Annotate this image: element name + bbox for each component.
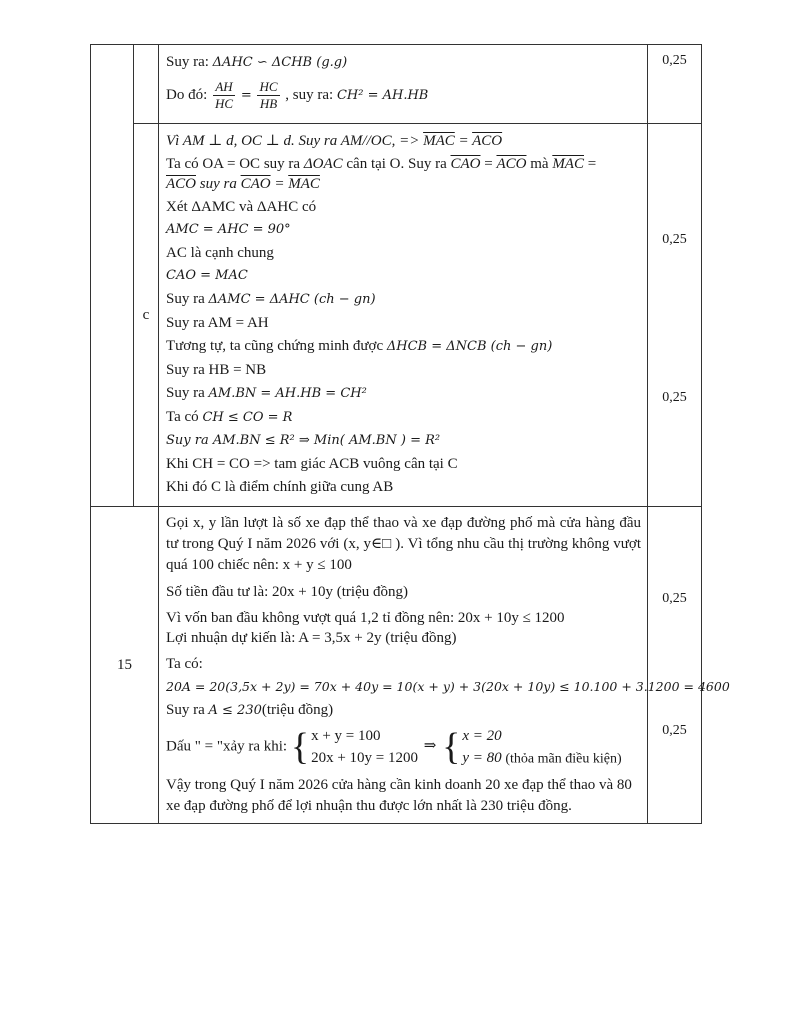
fraction-ah-hc: $\frac{AH}{HC}$	[215, 79, 234, 111]
sub-part-label-c: c	[134, 124, 159, 507]
paragraph: Gọi x, y lần lượt là số xe đạp thể thao và xe đạp đường phố mà cửa hàng đầu tư trong Quý I năm 2026 với (x, y∈□ ). Vì tổng nhu cầu thị trường không vượt quá 100 chiếc nên: x + y ≤ 100	[166, 515, 641, 573]
score-value: 0,25	[662, 53, 687, 68]
score-cell	[648, 507, 702, 824]
similar-triangles: ΔAHC ∽ ΔCHB (g.g)	[212, 55, 348, 70]
min-formula: Suy ra AM.BN ≤ R² ⇒ Min( AM.BN ) = R²	[166, 433, 441, 448]
row-14-part-b-end	[91, 45, 702, 124]
score-value: 0,25	[662, 390, 687, 405]
text-line: Ta có:	[166, 656, 203, 672]
equation-20a: 20A = 20(3,5x + 2y) = 70x + 40y = 10(x + y) + 3(20x + 10y) ≤ 10.100 + 3.1200 = 4600	[166, 679, 730, 694]
text-line: AC là cạnh chung	[166, 245, 274, 261]
text-prefix: Do đó:	[166, 86, 211, 103]
answer-sheet	[90, 44, 730, 824]
score-value: 0,25	[662, 723, 687, 738]
text-line: Số tiền đầu tư là: 20x + 10y (triệu đồng)	[166, 584, 408, 600]
angle-equality: CAO = MAC	[166, 268, 248, 283]
text-line: Suy ra AM = AH	[166, 315, 269, 331]
score-value: 0,25	[662, 232, 687, 247]
solution-cell-15: Gọi x, y lần lượt là số xe đạp thể thao và xe đạp đường phố mà cửa hàng đầu tư trong Quý I năm 2026 với (x, y∈□ ). Vì tổng nhu cầu thị trường không vượt quá 100 chiếc nên: x + y ≤ 100 Số tiền đầu tư là: 20x + 10y (triệu đồng) Vì vốn ban đầu không vượt quá 1,2 tỉ đồng nên: 20x + 10y ≤ 1200 Lợi nhuận dự kiến là: A = 3,5x + 2y (triệu đồng) Ta có: 20A = 20(3,5x + 2y) = 70x + 40y = 10(x + y) + 3(20x + 10y) ≤ 10.100 + 3.1200 = 4600 Suy ra A ≤ 230(triệu đồng) Dấu " = "xảy ra khi: { x + y = 100 20x + 10y = 1200 ⇒ { x = 20 y = 80 (thỏa mãn điều kiện) Vậy trong Quý I năm 2026 cửa hàng cần kinh doanh 20 xe đạp thể thao và 80 xe đạp đường phố để lợi nhuận thu được lớn nhất là 230 triệu đồng.	[159, 507, 648, 824]
text-line: Khi CH = CO => tam giác ACB vuông cân tại C	[166, 456, 458, 472]
question-number: 15	[117, 656, 132, 673]
text-line: Vì vốn ban đầu không vượt quá 1,2 tỉ đồng nên: 20x + 10y ≤ 1200	[166, 610, 565, 626]
text-prefix: Suy ra:	[166, 54, 213, 70]
equation-system: { x + y = 100 20x + 10y = 1200	[290, 726, 419, 768]
ch-squared-formula: CH² = AH.HB	[336, 87, 429, 103]
fraction-hc-hb: $\frac{HC}{HB}$	[259, 79, 278, 111]
text-line: Xét ΔAMC và ΔAHC có	[166, 199, 317, 215]
conclusion-paragraph: Vậy trong Quý I năm 2026 cửa hàng cần kinh doanh 20 xe đạp thể thao và 80 xe đạp đường phố để lợi nhuận thu được lớn nhất là 230 triệu đồng.	[166, 777, 632, 815]
solution-cell-c: Vì AM ⊥ d, OC ⊥ d. Suy ra AM//OC, => $\overline{MAC} = \overline{ACO}$ Ta có OA = OC suy ra ΔOAC cân tại O. Suy ra $\overline{CAO} = \overline{ACO}$ mà $\overline{MAC}$ = $\overline{ACO}$ suy ra $\overline{CAO} = \overline{MAC}$ Xét ΔAMC và ΔAHC có AMC = AHC = 90° AC là cạnh chung CAO = MAC Suy ra ΔAMC = ΔAHC (ch − gn) Suy ra AM = AH Tương tự, ta cũng chứng minh được ΔHCB = ΔNCB (ch − gn) Suy ra HB = NB Suy ra AM.BN = AH.HB = CH² Ta có CH ≤ CO = R Suy ra AM.BN ≤ R² ⇒ Min( AM.BN ) = R² Khi CH = CO => tam giác ACB vuông cân tại C Khi đó C là điểm chính giữa cung AB	[159, 124, 648, 507]
question-number-cell-15	[91, 507, 159, 824]
right-angle-equality: AMC = AHC = 90°	[166, 222, 291, 237]
grading-table	[90, 44, 730, 824]
score-cell	[648, 45, 702, 124]
solution-cell-top: Suy ra: ΔAHC ∽ ΔCHB (g.g) Do đó: $\frac{AH}{HC}$ = $\frac{HC}{HB}$ , suy ra: CH² = AH.HB	[159, 45, 648, 124]
sub-part-cell-empty	[134, 45, 159, 124]
solution-system: { x = 20 y = 80	[442, 726, 502, 768]
equality-condition: Dấu " = "xảy ra khi: { x + y = 100 20x + 10y = 1200 ⇒ { x = 20 y = 80 (thỏa mãn điều kiện)	[166, 726, 622, 768]
text-line: Lợi nhuận dự kiến là: A = 3,5x + 2y (triệu đồng)	[166, 630, 457, 646]
score-value: 0,25	[662, 591, 687, 606]
text-line: Khi đó C là điểm chính giữa cung AB	[166, 479, 394, 495]
text-line: Suy ra HB = NB	[166, 362, 267, 378]
row-14-part-c	[91, 124, 702, 507]
row-15	[91, 507, 702, 824]
question-number-cell-14	[91, 45, 134, 507]
score-cell	[648, 124, 702, 507]
